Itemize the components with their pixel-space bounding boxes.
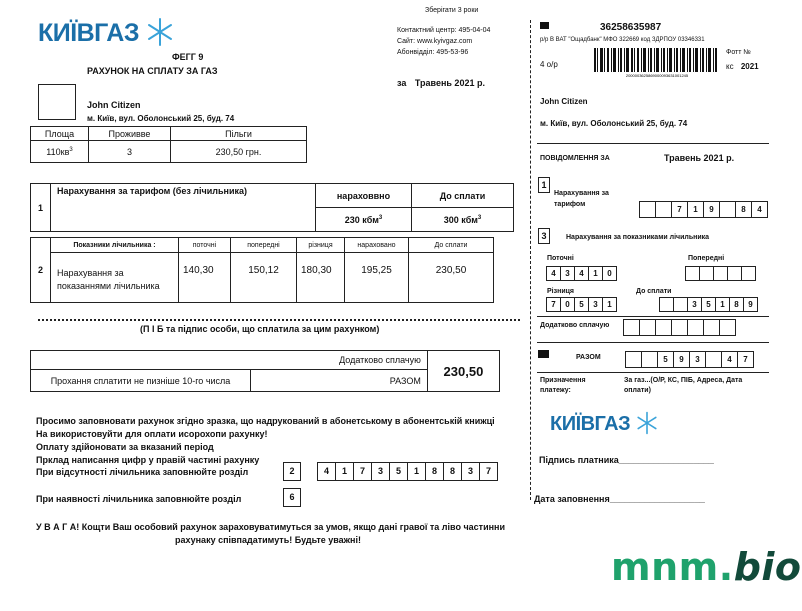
digit-cell: 5	[657, 351, 674, 368]
digit-cell: 3	[687, 297, 702, 312]
digit-cell	[673, 297, 688, 312]
sample-digit: 7	[479, 462, 498, 481]
form-code: ФЕГГ 9	[172, 52, 204, 62]
digit-cell: 3	[689, 351, 706, 368]
meter-header: Показники лічильника :	[51, 238, 179, 253]
form-number: Фотт №	[726, 49, 751, 56]
info-benefits: 230,50 грн.	[171, 141, 307, 163]
signature-line	[38, 319, 520, 321]
watermark-logo	[611, 545, 802, 589]
series-prefix: кс	[726, 62, 734, 71]
digit-cell: 3	[588, 297, 603, 312]
topay-label: До сплати	[636, 288, 672, 295]
section1-pay-header: До сплати	[412, 184, 514, 208]
digit-cell: 4	[751, 201, 768, 218]
meter-diff: 180,30	[297, 253, 345, 303]
payer-signature: Підпись платника___________________	[539, 455, 714, 465]
right-section1-number: 1	[538, 177, 550, 193]
logo-text: КИЇВГАЗ	[38, 19, 139, 47]
digit-cell: 4	[721, 351, 738, 368]
digit-cell: 7	[737, 351, 754, 368]
meter-charged: 195,25	[345, 253, 409, 303]
digit-cell	[639, 319, 656, 336]
section1-charged-value: 230 кбм	[344, 214, 379, 225]
digit-cell: 8	[729, 297, 744, 312]
digit-cell: 9	[743, 297, 758, 312]
total-digits	[626, 351, 754, 368]
keep-note: Зберігати 3 роки	[425, 7, 479, 14]
period-prefix: за	[397, 78, 407, 88]
with-meter-note: При наявності лічильника заповнюйте розділ	[36, 494, 242, 504]
kyivgaz-logo	[38, 17, 175, 48]
fill-date: Дата заповнення___________________	[534, 494, 705, 504]
contact-center: Контактний центр: 495-04-04	[397, 27, 491, 34]
purpose-text: За газ...(О/Р, КС, ПІБ, Адреса, Дата оплати)	[624, 377, 743, 394]
period-line	[397, 78, 485, 88]
digit-cell	[639, 201, 656, 218]
right-divider	[537, 143, 769, 144]
digit-cell	[625, 351, 642, 368]
digit-cell: 0	[560, 297, 575, 312]
info-header: Площа	[31, 127, 89, 141]
digit-cell: 9	[703, 201, 720, 218]
op-code: 4 о/р	[540, 60, 558, 69]
digit-cell: 1	[602, 297, 617, 312]
sample-digit: 8	[425, 462, 444, 481]
meter-col-header: попередні	[231, 238, 297, 253]
meter-previous: 150,12	[231, 253, 297, 303]
digit-cell	[623, 319, 640, 336]
section1-table	[30, 183, 514, 232]
digit-cell: 0	[602, 266, 617, 281]
digit-cell	[719, 319, 736, 336]
series-year-value: 2021	[740, 62, 759, 71]
right-payer-name: John Citizen	[540, 97, 588, 106]
digit-cell: 9	[673, 351, 690, 368]
section2-table	[30, 237, 494, 303]
marker-square	[540, 22, 549, 29]
topay-digits	[660, 297, 758, 312]
right-section3-number: 3	[538, 228, 550, 244]
right-payer-address: м. Київ, вул. Оболонський 25, буд. 74	[540, 119, 688, 128]
right-section3-label: Нарахування за показниками лічильника	[566, 234, 710, 241]
contacts	[397, 25, 490, 58]
sample-digit: 1	[407, 462, 426, 481]
extra-digits	[624, 319, 736, 336]
sample-digit: 8	[443, 462, 462, 481]
diff-label: Різниця	[547, 288, 575, 295]
sample-digit: 4	[317, 462, 336, 481]
right-kyivgaz-logo	[550, 411, 659, 436]
snowflake-icon	[635, 411, 659, 435]
digit-cell: 4	[546, 266, 561, 281]
section1-pay-value: 300 кбм	[443, 214, 478, 225]
instruction-line: Просимо заповновати рахунок згідно зразка, що надрукований в абонетському в абонентській книжці	[36, 416, 495, 426]
account-number: 36258635987	[600, 22, 662, 33]
digit-cell	[659, 297, 674, 312]
info-table	[30, 126, 307, 163]
right-logo-text: КИЇВГАЗ	[550, 413, 631, 435]
diff-digits	[547, 297, 617, 312]
right-divider	[537, 316, 769, 317]
digit-cell	[687, 319, 704, 336]
section1-charged	[316, 208, 412, 232]
meter-current: 140,30	[179, 253, 231, 303]
current-digits	[547, 266, 617, 281]
meter-pay: 230,50	[409, 253, 494, 303]
deadline-note: Прохання сплатити не пизніше 10-го числа	[31, 370, 251, 392]
section2-number: 2	[31, 238, 51, 303]
digit-cell: 1	[687, 201, 704, 218]
sample-digit: 7	[353, 462, 372, 481]
digit-cell	[641, 351, 658, 368]
no-meter-section: 2	[283, 462, 301, 481]
section1-charged-header: нараховвно	[316, 184, 412, 208]
digit-cell	[703, 319, 720, 336]
sample-digit: 5	[389, 462, 408, 481]
digit-cell: 7	[546, 297, 561, 312]
meter-col-header: різниця	[297, 238, 345, 253]
meter-col-header: поточні	[179, 238, 231, 253]
section2-label: Нарахування за показаннями лічильника	[51, 253, 179, 303]
digit-cell	[699, 266, 714, 281]
digit-cell: 7	[671, 201, 688, 218]
digit-cell: 1	[588, 266, 603, 281]
sample-digit: 1	[335, 462, 354, 481]
meter-col-header: нараховано	[345, 238, 409, 253]
barcode	[594, 48, 720, 78]
section1-pay	[412, 208, 514, 232]
digit-cell	[741, 266, 756, 281]
right-total-label: РАЗОМ	[576, 354, 601, 361]
digit-cell: 3	[560, 266, 575, 281]
right-section1-digits	[640, 201, 768, 218]
sample-digit: 3	[371, 462, 390, 481]
digit-cell	[655, 319, 672, 336]
payer-address: м. Київ, вул. Оболонський 25, буд. 74	[87, 114, 235, 123]
sample-digits	[318, 462, 498, 481]
digit-cell	[727, 266, 742, 281]
digit-cell: 5	[574, 297, 589, 312]
digit-cell	[705, 351, 722, 368]
digit-cell	[713, 266, 728, 281]
digit-cell: 5	[701, 297, 716, 312]
photo-box	[38, 84, 76, 120]
watermark-accent: bio	[733, 545, 802, 589]
info-header: Пільги	[171, 127, 307, 141]
warning-line1: У В А Г А! Кощти Ваш особовий рахунок зараховуватимуться за умов, якщо дані гравої та ліво частинни	[36, 522, 506, 532]
info-header: Проживве	[89, 127, 171, 141]
info-area	[31, 141, 89, 163]
warning-line2: рахунаку співпадатимуть! Будьте уважні!	[175, 535, 361, 545]
total-label: РАЗОМ	[251, 370, 428, 392]
notice-period: Травень 2021 р.	[664, 153, 735, 163]
current-label: Поточні	[547, 255, 574, 262]
right-section1-label: Нарахування за тарифом	[554, 190, 609, 208]
sample-digit: 3	[461, 462, 480, 481]
instruction-line: На використовуйти для оплати исорохопи рахунку!	[36, 429, 268, 439]
digit-cell	[655, 201, 672, 218]
info-residents: 3	[89, 141, 171, 163]
info-area-value: 110кв	[46, 146, 70, 157]
digit-cell	[671, 319, 688, 336]
instruction-line: Оплату здійоновати за вказаний період	[36, 442, 214, 452]
series-year	[726, 62, 759, 71]
notice-label: ПОВІДОМЛЕННЯ ЗА	[540, 155, 610, 162]
watermark-main: mnm.	[611, 545, 734, 589]
purpose-label: Призначення платежу:	[540, 377, 586, 394]
digit-cell: 8	[735, 201, 752, 218]
digit-cell	[685, 266, 700, 281]
info-area-sup: 3	[69, 146, 73, 153]
bank-details: р/р В ВАТ "Ощадбанк" МФО 322669 код ЗДРПОУ 03346331	[540, 37, 705, 43]
previous-digits	[686, 266, 756, 281]
instructions	[36, 415, 495, 467]
contact-site: Сайт: www.kyivgaz.com	[397, 38, 473, 45]
bill-title: РАХУНОК НА СПЛАТУ ЗА ГАЗ	[87, 66, 218, 76]
section1-pay-sup: 3	[477, 214, 482, 221]
right-extra-label: Додатково сплачую	[540, 322, 610, 329]
signature-caption: (П І Б та підпис особи, що сплатила за цим рахунком)	[140, 324, 380, 334]
right-divider	[537, 372, 769, 373]
contact-subs: Абонвідділ: 495-53-96	[397, 49, 469, 56]
digit-cell	[719, 201, 736, 218]
marker-square	[538, 350, 549, 358]
digit-cell: 4	[574, 266, 589, 281]
section1-label: Нарахування за тарифом (без лічильника)	[51, 184, 316, 232]
with-meter-section: 6	[283, 488, 301, 507]
instruction-line: Прклад написання цифр у правій частині рахунку	[36, 455, 260, 465]
previous-label: Попередні	[688, 255, 725, 262]
total-amount: 230,50	[427, 351, 499, 392]
meter-col-header: До сплати	[409, 238, 494, 253]
extra-pay-label: Додатково сплачую	[31, 351, 428, 370]
cut-line	[530, 20, 531, 500]
right-divider	[537, 342, 769, 343]
payer-name: John Citizen	[87, 100, 141, 110]
digit-cell: 1	[715, 297, 730, 312]
period: Травень 2021 р.	[414, 78, 485, 88]
totals-table	[30, 350, 500, 392]
section1-charged-sup: 3	[378, 214, 383, 221]
section1-number: 1	[31, 184, 51, 232]
snowflake-icon	[145, 17, 175, 47]
barcode-text: 2000003625869000093631001245	[625, 73, 689, 78]
no-meter-note: При відсутності лічильника заповнюйте розділ	[36, 467, 249, 477]
